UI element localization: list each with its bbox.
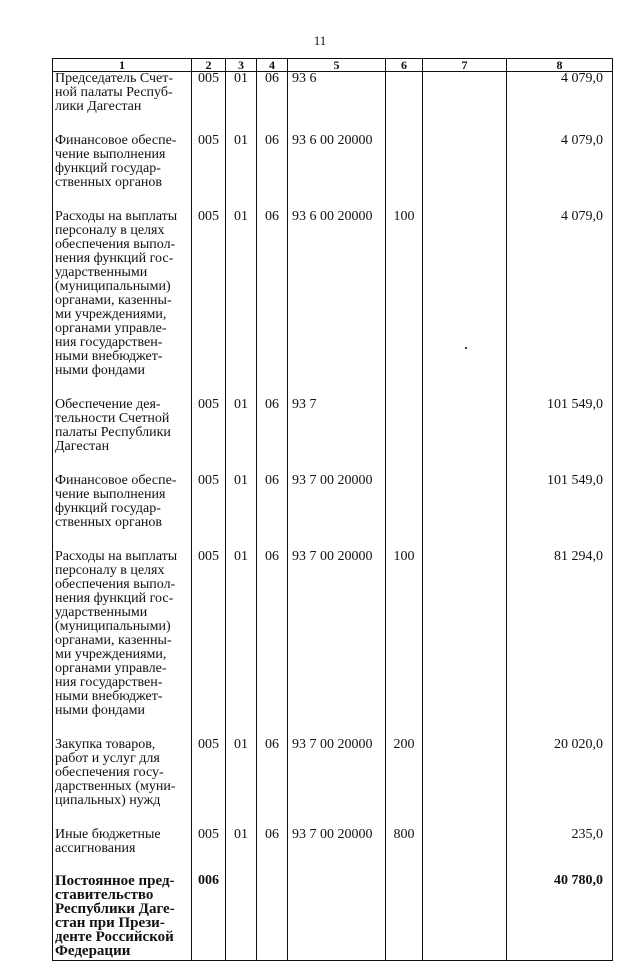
cell-subsection-code [257, 210, 288, 398]
cell-subsection-code [257, 474, 288, 550]
cell-expense-type-text: 800 [393, 827, 415, 842]
cell-subsection-code [257, 828, 288, 874]
cell-ved-code [192, 550, 226, 738]
cell-section-code [226, 550, 257, 738]
cell-name-text: Закупка товаров, работ и услуг для обеспечения госу- дарственных (муни- ципальных) нужд [55, 737, 176, 808]
cell-subsection-code-text: 06 [265, 209, 279, 224]
cell-expense-type [386, 134, 423, 210]
cell-name [53, 210, 192, 398]
cell-subsection-code-text: 06 [265, 71, 279, 86]
cell-amount-text: 20 020,0 [554, 737, 603, 752]
cell-expense-type [386, 550, 423, 738]
cell-section-code-text: 01 [234, 71, 248, 86]
header-col-5: 5 [288, 59, 386, 72]
table-row [53, 828, 613, 874]
table-row [53, 210, 613, 398]
cell-subsection-code-text: 06 [265, 549, 279, 564]
cell-amount [507, 828, 613, 874]
cell-section-code-text: 01 [234, 133, 248, 148]
header-col-7: 7 [423, 59, 507, 72]
cell-name [53, 874, 192, 961]
cell-ved-code [192, 134, 226, 210]
cell-col7 [423, 134, 507, 210]
table-body [53, 72, 613, 961]
cell-section-code [226, 738, 257, 828]
cell-ved-code [192, 874, 226, 961]
cell-target-article [288, 874, 386, 961]
cell-amount-text: 4 079,0 [561, 133, 603, 148]
cell-section-code-text: 01 [234, 397, 248, 412]
cell-section-code-text: 01 [234, 827, 248, 842]
cell-target-article [288, 738, 386, 828]
cell-expense-type [386, 874, 423, 961]
cell-ved-code-text: 005 [198, 473, 219, 488]
cell-amount [507, 474, 613, 550]
cell-name-text: Постоянное пред- ставительство Республики Даге- стан при Прези- денте Российской Федерации [55, 873, 175, 959]
cell-section-code [226, 210, 257, 398]
cell-section-code-text: 01 [234, 209, 248, 224]
cell-ved-code [192, 828, 226, 874]
cell-amount-text: 101 549,0 [547, 397, 603, 412]
cell-amount-text: 4 079,0 [561, 209, 603, 224]
cell-section-code [226, 398, 257, 474]
cell-col7 [423, 738, 507, 828]
cell-target-article [288, 550, 386, 738]
cell-expense-type [386, 738, 423, 828]
header-col-6: 6 [386, 59, 423, 72]
cell-name [53, 72, 192, 135]
cell-ved-code [192, 398, 226, 474]
cell-ved-code-text: 005 [198, 133, 219, 148]
scan-artifact-dot [465, 347, 467, 349]
cell-subsection-code-text: 06 [265, 397, 279, 412]
cell-target-article-text: 93 6 00 20000 [292, 133, 373, 148]
cell-ved-code-text: 006 [198, 873, 219, 888]
cell-target-article [288, 828, 386, 874]
cell-ved-code [192, 210, 226, 398]
cell-name [53, 550, 192, 738]
cell-ved-code [192, 474, 226, 550]
table-header-row [53, 59, 613, 72]
page-number: 11 [313, 33, 327, 48]
cell-name [53, 738, 192, 828]
cell-expense-type [386, 828, 423, 874]
cell-amount-text: 4 079,0 [561, 71, 603, 86]
cell-amount [507, 874, 613, 961]
cell-ved-code-text: 005 [198, 71, 219, 86]
cell-subsection-code [257, 72, 288, 135]
cell-amount [507, 72, 613, 135]
cell-section-code [226, 134, 257, 210]
cell-name-text: Расходы на выплаты персоналу в целях обеспечения выпол- нения функций гос- ударственными (муниципальными) органами, казенны- ми учреждениями, органами управле- ния государствен- ными внебюджет- ными фондами [55, 549, 178, 718]
cell-expense-type-text: 100 [393, 209, 415, 224]
cell-amount-text: 81 294,0 [554, 549, 603, 564]
cell-name-text: Финансовое обеспе- чение выполнения функций государ- ственных органов [55, 133, 177, 190]
header-col-2: 2 [192, 59, 226, 72]
cell-col7 [423, 72, 507, 135]
cell-target-article [288, 210, 386, 398]
header-col-1: 1 [53, 59, 192, 72]
cell-col7 [423, 828, 507, 874]
table-row [53, 874, 613, 961]
cell-col7 [423, 550, 507, 738]
cell-section-code-text: 01 [234, 473, 248, 488]
cell-amount [507, 134, 613, 210]
table-row [53, 134, 613, 210]
cell-ved-code-text: 005 [198, 827, 219, 842]
cell-expense-type-text: 100 [393, 549, 415, 564]
cell-target-article [288, 398, 386, 474]
cell-ved-code [192, 738, 226, 828]
table-row [53, 398, 613, 474]
cell-target-article-text: 93 6 [292, 71, 317, 86]
cell-target-article-text: 93 7 [292, 397, 317, 412]
cell-col7 [423, 874, 507, 961]
cell-name-text: Финансовое обеспе- чение выполнения функций государ- ственных органов [55, 473, 177, 530]
cell-name [53, 474, 192, 550]
cell-col7 [423, 210, 507, 398]
table-row [53, 550, 613, 738]
cell-name-text: Расходы на выплаты персоналу в целях обеспечения выпол- нения функций гос- ударственными (муниципальными) органами, казенны- ми учреждениями, органами управле- ния государствен- ными внебюджет- ными фондами [55, 209, 178, 378]
cell-col7 [423, 474, 507, 550]
cell-ved-code [192, 72, 226, 135]
table-row [53, 72, 613, 135]
cell-subsection-code-text: 06 [265, 133, 279, 148]
cell-subsection-code-text: 06 [265, 737, 279, 752]
cell-ved-code-text: 005 [198, 549, 219, 564]
cell-ved-code-text: 005 [198, 737, 219, 752]
cell-name [53, 398, 192, 474]
cell-target-article-text: 93 7 00 20000 [292, 827, 373, 842]
cell-name-text: Обеспечение дея- тельности Счетной палаты Республики Дагестан [55, 397, 171, 454]
cell-target-article [288, 134, 386, 210]
cell-name [53, 828, 192, 874]
budget-table [52, 58, 613, 961]
cell-expense-type [386, 474, 423, 550]
cell-subsection-code [257, 134, 288, 210]
cell-name-text: Иные бюджетные ассигнования [55, 827, 161, 856]
cell-target-article-text: 93 7 00 20000 [292, 473, 373, 488]
cell-amount [507, 398, 613, 474]
cell-amount-text: 101 549,0 [547, 473, 603, 488]
cell-subsection-code [257, 874, 288, 961]
cell-amount-text: 235,0 [571, 827, 603, 842]
cell-expense-type [386, 210, 423, 398]
cell-amount [507, 550, 613, 738]
cell-section-code-text: 01 [234, 737, 248, 752]
cell-section-code-text: 01 [234, 549, 248, 564]
cell-target-article-text: 93 6 00 20000 [292, 209, 373, 224]
cell-section-code [226, 874, 257, 961]
cell-expense-type-text: 200 [393, 737, 415, 752]
cell-subsection-code [257, 550, 288, 738]
table-row [53, 738, 613, 828]
cell-target-article [288, 72, 386, 135]
cell-target-article-text: 93 7 00 20000 [292, 737, 373, 752]
cell-expense-type [386, 72, 423, 135]
cell-expense-type [386, 398, 423, 474]
cell-subsection-code-text: 06 [265, 473, 279, 488]
header-col-3: 3 [226, 59, 257, 72]
cell-target-article [288, 474, 386, 550]
cell-ved-code-text: 005 [198, 397, 219, 412]
cell-amount-text: 40 780,0 [554, 873, 603, 888]
cell-section-code [226, 72, 257, 135]
cell-section-code [226, 474, 257, 550]
cell-ved-code-text: 005 [198, 209, 219, 224]
cell-section-code [226, 828, 257, 874]
cell-name [53, 134, 192, 210]
cell-amount [507, 210, 613, 398]
header-col-4: 4 [257, 59, 288, 72]
cell-subsection-code [257, 738, 288, 828]
cell-target-article-text: 93 7 00 20000 [292, 549, 373, 564]
cell-col7 [423, 398, 507, 474]
header-col-8: 8 [507, 59, 613, 72]
cell-subsection-code-text: 06 [265, 827, 279, 842]
cell-subsection-code [257, 398, 288, 474]
cell-amount [507, 738, 613, 828]
table-row [53, 474, 613, 550]
cell-name-text: Председатель Счет- ной палаты Респуб- лики Дагестан [55, 71, 174, 114]
